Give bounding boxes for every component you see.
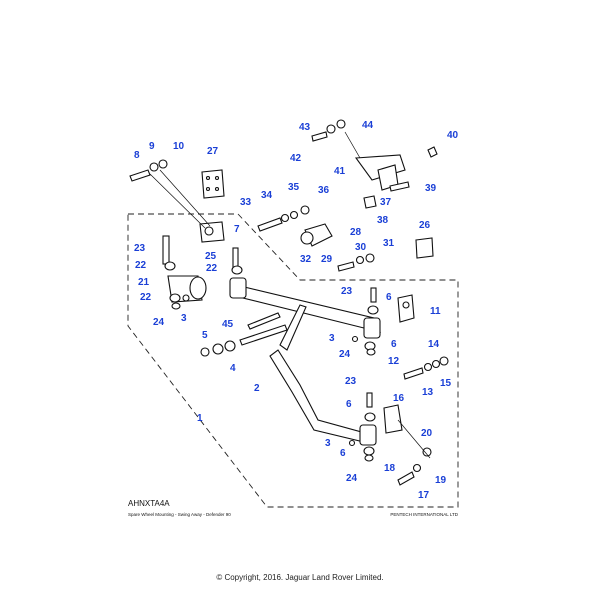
- callout-31: 31: [383, 238, 395, 249]
- callout-43: 43: [299, 122, 311, 133]
- callout-33: 33: [240, 197, 252, 208]
- callout-3b: 3: [329, 333, 335, 344]
- hinge-bracket-left: [163, 236, 206, 309]
- mounting-studs: [240, 313, 287, 345]
- callout-39: 39: [425, 183, 437, 194]
- fasteners-12-15: [404, 357, 448, 379]
- callout-27: 27: [207, 146, 219, 157]
- callout-26: 26: [419, 220, 431, 231]
- callout-17: 17: [418, 490, 430, 501]
- swing-arm: [230, 278, 380, 445]
- callout-14: 14: [428, 339, 440, 350]
- callout-36: 36: [318, 185, 330, 196]
- callout-7: 7: [234, 224, 240, 235]
- callout-25: 25: [205, 251, 217, 262]
- callout-23: 23: [134, 243, 146, 254]
- callout-32: 32: [300, 254, 312, 265]
- callout-30: 30: [355, 242, 367, 253]
- callout-10: 10: [173, 141, 185, 152]
- diagram-code: AHNXTA4A: [128, 499, 170, 508]
- callout-22b: 22: [206, 263, 218, 274]
- callout-6c: 6: [346, 399, 352, 410]
- callout-35: 35: [288, 182, 300, 193]
- callout-3: 3: [181, 313, 187, 324]
- callout-24: 24: [153, 317, 165, 328]
- callout-37: 37: [380, 197, 392, 208]
- callout-29: 29: [321, 254, 333, 265]
- callout-24b: 24: [339, 349, 351, 360]
- callout-22c: 22: [140, 292, 152, 303]
- fasteners-33-36: [258, 206, 374, 271]
- callout-16: 16: [393, 393, 405, 404]
- upper-mount-bracket: [312, 120, 437, 208]
- callout-6: 6: [386, 292, 392, 303]
- callout-42: 42: [290, 153, 302, 164]
- callout-11: 11: [430, 306, 441, 317]
- callout-15: 15: [440, 378, 452, 389]
- hinge-bracket-upper: [150, 170, 224, 242]
- callout-8: 8: [134, 150, 140, 161]
- callout-18: 18: [384, 463, 396, 474]
- callout-40: 40: [447, 130, 459, 141]
- callout-41: 41: [334, 166, 346, 177]
- callout-38: 38: [377, 215, 389, 226]
- callout-12: 12: [388, 356, 400, 367]
- callout-44: 44: [362, 120, 374, 131]
- callout-22: 22: [135, 260, 147, 271]
- callout-24c: 24: [346, 473, 358, 484]
- fasteners-8-10: [130, 160, 167, 181]
- callout-13: 13: [422, 387, 434, 398]
- callout-9: 9: [149, 141, 155, 152]
- callout-5: 5: [202, 330, 208, 341]
- callout-23c: 23: [345, 376, 357, 387]
- assembly-outline: [128, 214, 458, 507]
- callout-1: 1: [197, 413, 203, 424]
- callout-4: 4: [230, 363, 236, 374]
- callout-28: 28: [350, 227, 362, 238]
- callout-34: 34: [261, 190, 273, 201]
- publisher-text: PENTECH INTERNATIONAL LTD: [390, 512, 458, 517]
- callout-20: 20: [421, 428, 433, 439]
- callout-6d: 6: [340, 448, 346, 459]
- callout-23b: 23: [341, 286, 353, 297]
- callout-6b: 6: [391, 339, 397, 350]
- diagram-caption: Spare Wheel Mounting - Swing Away - Defender 90: [128, 512, 231, 517]
- callout-2: 2: [254, 383, 260, 394]
- callout-21: 21: [138, 277, 150, 288]
- copyright-notice: © Copyright, 2016. Jaguar Land Rover Limited.: [216, 573, 384, 582]
- fasteners-25-22: [232, 248, 242, 274]
- callout-45: 45: [222, 319, 234, 330]
- callout-3c: 3: [325, 438, 331, 449]
- callout-19: 19: [435, 475, 447, 486]
